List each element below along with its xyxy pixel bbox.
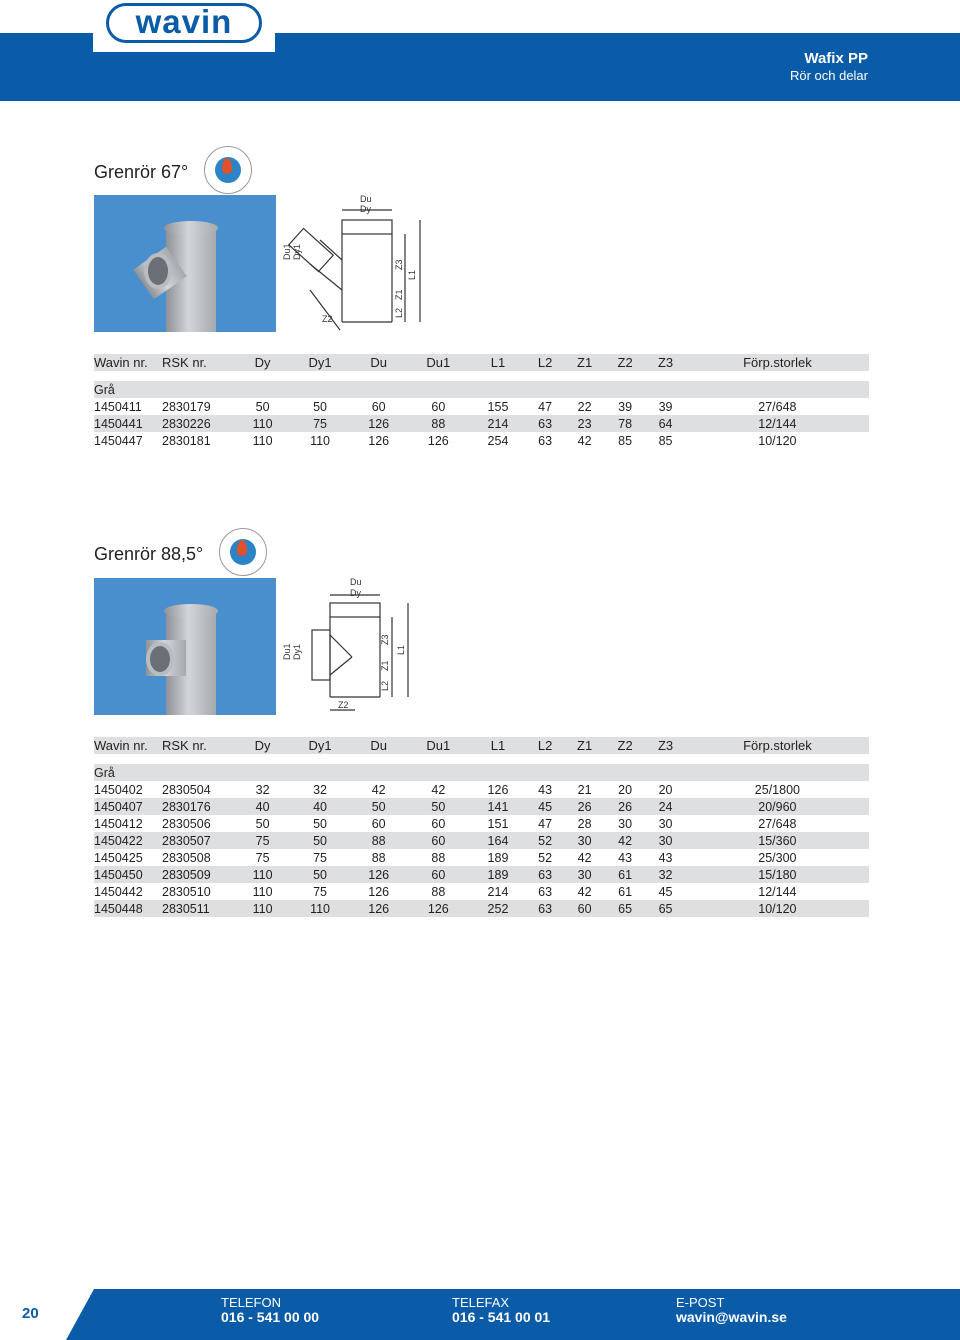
table-cell: 43 (538, 782, 553, 797)
product-table-67 (94, 354, 869, 449)
table-cell: 151 (487, 816, 509, 831)
diagram-label-dy: Dy (350, 588, 361, 598)
table-row (94, 398, 869, 415)
table-cell: 126 (368, 884, 390, 899)
table-cell: 39 (618, 399, 633, 414)
table-header-row (94, 737, 869, 754)
table-cell: 50 (313, 399, 327, 414)
table-cell: 60 (371, 816, 386, 831)
diagram-label-dy1: Dy1 (292, 643, 302, 660)
table-cell: 2830176 (162, 798, 236, 815)
section-title-88-5: Grenrör 88,5° (94, 544, 204, 564)
table-row (94, 866, 869, 883)
table-cell: 20 (658, 782, 673, 797)
table-cell: 23 (564, 415, 604, 432)
table-cell: 1450402 (94, 782, 143, 797)
table-cell: 126 (407, 900, 471, 917)
col-header: L2 (526, 354, 565, 371)
table-row (94, 781, 869, 798)
table-cell: 43 (658, 850, 673, 865)
table-cell: 10/120 (686, 900, 869, 917)
table-cell: 60 (431, 399, 446, 414)
table-cell: 88 (407, 415, 471, 432)
col-header: Wavin nr. (94, 737, 162, 754)
table-cell: 65 (645, 900, 685, 917)
col-header: Dy (236, 354, 289, 371)
table-cell: 30 (564, 832, 604, 849)
table-cell: 110 (252, 433, 273, 448)
col-header: Dy (236, 737, 289, 754)
table-cell: 42 (577, 884, 592, 899)
table-cell: 28 (577, 816, 592, 831)
table-cell: 40 (289, 798, 351, 815)
col-header: RSK nr. (162, 737, 236, 754)
table-cell: 75 (236, 832, 289, 849)
table-cell: 27/648 (758, 399, 797, 414)
table-cell: 30 (618, 816, 633, 831)
table-cell: 1450422 (94, 832, 162, 849)
table-row (94, 883, 869, 900)
group-label: Grå (94, 381, 162, 398)
table-cell: 85 (658, 433, 673, 448)
table-cell: 32 (313, 782, 327, 797)
table-cell: 254 (487, 433, 509, 448)
table-cell: 75 (255, 850, 270, 865)
col-header: Förp.storlek (686, 354, 869, 371)
table-cell: 47 (538, 399, 553, 414)
table-cell: 75 (289, 415, 351, 432)
table-cell: 27/648 (758, 816, 797, 831)
col-header: Z2 (605, 737, 645, 754)
fax-label: TELEFAX (452, 1295, 510, 1310)
table-cell: 2830226 (162, 415, 236, 432)
table-cell: 60 (407, 832, 471, 849)
table-cell: 110 (236, 415, 289, 432)
table-cell: 24 (645, 798, 685, 815)
table-cell: 50 (255, 399, 270, 414)
table-cell: 2830511 (162, 900, 236, 917)
table-cell: 52 (526, 832, 565, 849)
table-cell: 47 (538, 816, 553, 831)
table-cell: 2830509 (162, 866, 236, 883)
col-header: Z1 (564, 737, 604, 754)
table-cell: 45 (526, 798, 565, 815)
diagram-label-z3: Z3 (380, 634, 390, 645)
table-cell: 1450425 (94, 850, 143, 865)
diagram-label-l1: L1 (407, 269, 417, 280)
table-cell: 110 (289, 900, 351, 917)
diagram-label-du1: Du1 (282, 243, 292, 260)
table-header-row (94, 354, 869, 371)
col-header: RSK nr. (162, 354, 236, 371)
table-cell: 25/300 (758, 850, 797, 865)
table-cell: 85 (618, 433, 633, 448)
table-cell: 126 (427, 433, 449, 448)
table-cell: 1450447 (94, 433, 143, 448)
product-table-88-5 (94, 737, 869, 917)
diagram-label-dy1: Dy1 (292, 243, 302, 260)
group-row (94, 381, 869, 398)
table-cell: 1450412 (94, 816, 143, 831)
table-cell: 110 (310, 433, 330, 448)
table-cell: 65 (605, 900, 645, 917)
table-cell: 12/144 (758, 884, 797, 899)
diagram-label-z2: Z2 (338, 700, 349, 710)
table-cell: 60 (371, 399, 386, 414)
diagram-label-z3: Z3 (394, 259, 404, 270)
table-cell: 60 (431, 816, 446, 831)
table-cell: 21 (577, 782, 592, 797)
table-cell: 40 (236, 798, 289, 815)
table-cell: 50 (407, 798, 471, 815)
table-row (94, 415, 869, 432)
table-cell: 189 (487, 850, 509, 865)
phone-label: TELEFON (221, 1295, 281, 1310)
table-cell: 88 (371, 850, 386, 865)
table-cell: 39 (658, 399, 673, 414)
table-cell: 88 (351, 832, 407, 849)
table-cell: 63 (526, 415, 565, 432)
table-row (94, 849, 869, 866)
footer (0, 1289, 960, 1340)
diagram-label-l2: L2 (394, 307, 404, 318)
table-cell: 88 (431, 850, 446, 865)
table-cell: 42 (431, 782, 446, 797)
col-header: Du (351, 354, 407, 371)
col-header: L1 (470, 737, 526, 754)
diagram-label-du1: Du1 (282, 643, 292, 660)
table-cell: 2830507 (162, 832, 236, 849)
table-cell: 1450450 (94, 866, 162, 883)
diagram-label-l2: L2 (380, 680, 390, 691)
table-cell: 12/144 (686, 415, 869, 432)
table-cell: 30 (564, 866, 604, 883)
table-cell: 1450448 (94, 900, 162, 917)
col-header: Förp.storlek (686, 737, 869, 754)
table-cell: 22 (577, 399, 592, 414)
table-cell: 42 (577, 850, 592, 865)
table-cell: 155 (487, 399, 509, 414)
table-cell: 126 (351, 415, 407, 432)
diagram-label-dy: Dy (360, 204, 371, 214)
table-cell: 45 (658, 884, 673, 899)
certification-badge-icon (204, 146, 252, 194)
table-cell: 10/120 (758, 433, 797, 448)
table-cell: 126 (368, 433, 390, 448)
table-cell: 60 (407, 866, 471, 883)
table-cell: 63 (526, 900, 565, 917)
table-cell: 75 (313, 850, 327, 865)
table-cell: 15/360 (686, 832, 869, 849)
table-row (94, 815, 869, 832)
wavin-logo[interactable]: wavin (106, 3, 262, 43)
table-cell: 30 (658, 816, 673, 831)
table-cell: 110 (236, 900, 289, 917)
table-cell: 1450407 (94, 798, 162, 815)
dimension-diagram-88-5 (280, 575, 420, 720)
table-cell: 15/180 (686, 866, 869, 883)
table-cell: 25/1800 (754, 782, 800, 797)
fax-number: 016 - 541 00 01 (452, 1309, 551, 1325)
table-cell: 61 (605, 866, 645, 883)
product-photo-67 (94, 195, 276, 332)
table-cell: 20 (618, 782, 633, 797)
email-link[interactable]: wavin@wavin.se (676, 1309, 787, 1325)
diagram-label-du: Du (350, 577, 362, 587)
col-header: Dy1 (289, 737, 351, 754)
table-row (94, 900, 869, 917)
diagram-label-z1: Z1 (380, 660, 390, 671)
table-row (94, 832, 869, 849)
table-cell: 26 (564, 798, 604, 815)
col-header: Du (351, 737, 407, 754)
diagram-label-l1: L1 (396, 644, 406, 655)
table-cell: 42 (371, 782, 386, 797)
table-cell: 32 (255, 782, 270, 797)
table-cell: 2830181 (162, 433, 211, 448)
table-cell: 214 (470, 415, 526, 432)
diagram-label-du: Du (360, 194, 372, 204)
table-cell: 61 (618, 884, 633, 899)
section-title-67: Grenrör 67° (94, 162, 189, 182)
col-header: Dy1 (289, 354, 351, 371)
table-cell: 30 (645, 832, 685, 849)
table-cell: 126 (487, 782, 509, 797)
col-header: L1 (470, 354, 526, 371)
table-cell: 60 (564, 900, 604, 917)
email-label: E-POST (676, 1295, 725, 1310)
table-cell: 189 (470, 866, 526, 883)
col-header: Wavin nr. (94, 354, 162, 371)
table-row (94, 798, 869, 815)
table-cell: 110 (236, 866, 289, 883)
table-row (94, 432, 869, 449)
table-cell: 1450411 (94, 399, 142, 414)
table-cell: 32 (645, 866, 685, 883)
table-cell: 126 (351, 900, 407, 917)
table-cell: 75 (313, 884, 327, 899)
table-cell: 50 (289, 866, 351, 883)
table-cell: 1450441 (94, 415, 162, 432)
table-cell: 64 (645, 415, 685, 432)
col-header: Du1 (407, 737, 471, 754)
table-cell: 2830504 (162, 782, 211, 797)
table-cell: 126 (351, 866, 407, 883)
table-cell: 1450442 (94, 884, 143, 899)
table-cell: 42 (577, 433, 592, 448)
table-cell: 2830508 (162, 850, 211, 865)
dimension-diagram-67 (280, 190, 430, 340)
table-cell: 88 (431, 884, 446, 899)
certification-badge-icon (219, 528, 267, 576)
group-row (94, 764, 869, 781)
product-photo-88-5 (94, 578, 276, 715)
table-cell: 63 (538, 884, 553, 899)
diagram-label-z2: Z2 (322, 314, 333, 324)
table-cell: 2830510 (162, 884, 211, 899)
table-cell: 50 (289, 832, 351, 849)
col-header: Z3 (645, 737, 685, 754)
group-label: Grå (94, 764, 162, 781)
table-cell: 63 (538, 433, 553, 448)
table-cell: 2830179 (162, 399, 211, 414)
table-cell: 50 (255, 816, 270, 831)
header-subtitle: Rör och delar (789, 68, 868, 83)
table-cell: 20/960 (686, 798, 869, 815)
table-cell: 43 (618, 850, 633, 865)
col-header: Z3 (645, 354, 685, 371)
table-cell: 2830506 (162, 816, 211, 831)
table-cell: 52 (538, 850, 553, 865)
phone-number[interactable]: 016 - 541 00 00 (221, 1309, 320, 1325)
diagram-label-z1: Z1 (394, 289, 404, 300)
table-cell: 141 (470, 798, 526, 815)
table-cell: 63 (526, 866, 565, 883)
table-cell: 110 (252, 884, 273, 899)
col-header: Z1 (564, 354, 604, 371)
table-cell: 214 (487, 884, 509, 899)
col-header: Z2 (605, 354, 645, 371)
table-cell: 252 (470, 900, 526, 917)
table-cell: 42 (605, 832, 645, 849)
header-title: Wafix PP (804, 50, 868, 67)
col-header: Du1 (407, 354, 471, 371)
table-cell: 50 (351, 798, 407, 815)
col-header: L2 (526, 737, 565, 754)
table-cell: 78 (605, 415, 645, 432)
page-number: 20 (22, 1305, 39, 1322)
table-cell: 26 (605, 798, 645, 815)
table-cell: 164 (470, 832, 526, 849)
table-cell: 50 (313, 816, 327, 831)
